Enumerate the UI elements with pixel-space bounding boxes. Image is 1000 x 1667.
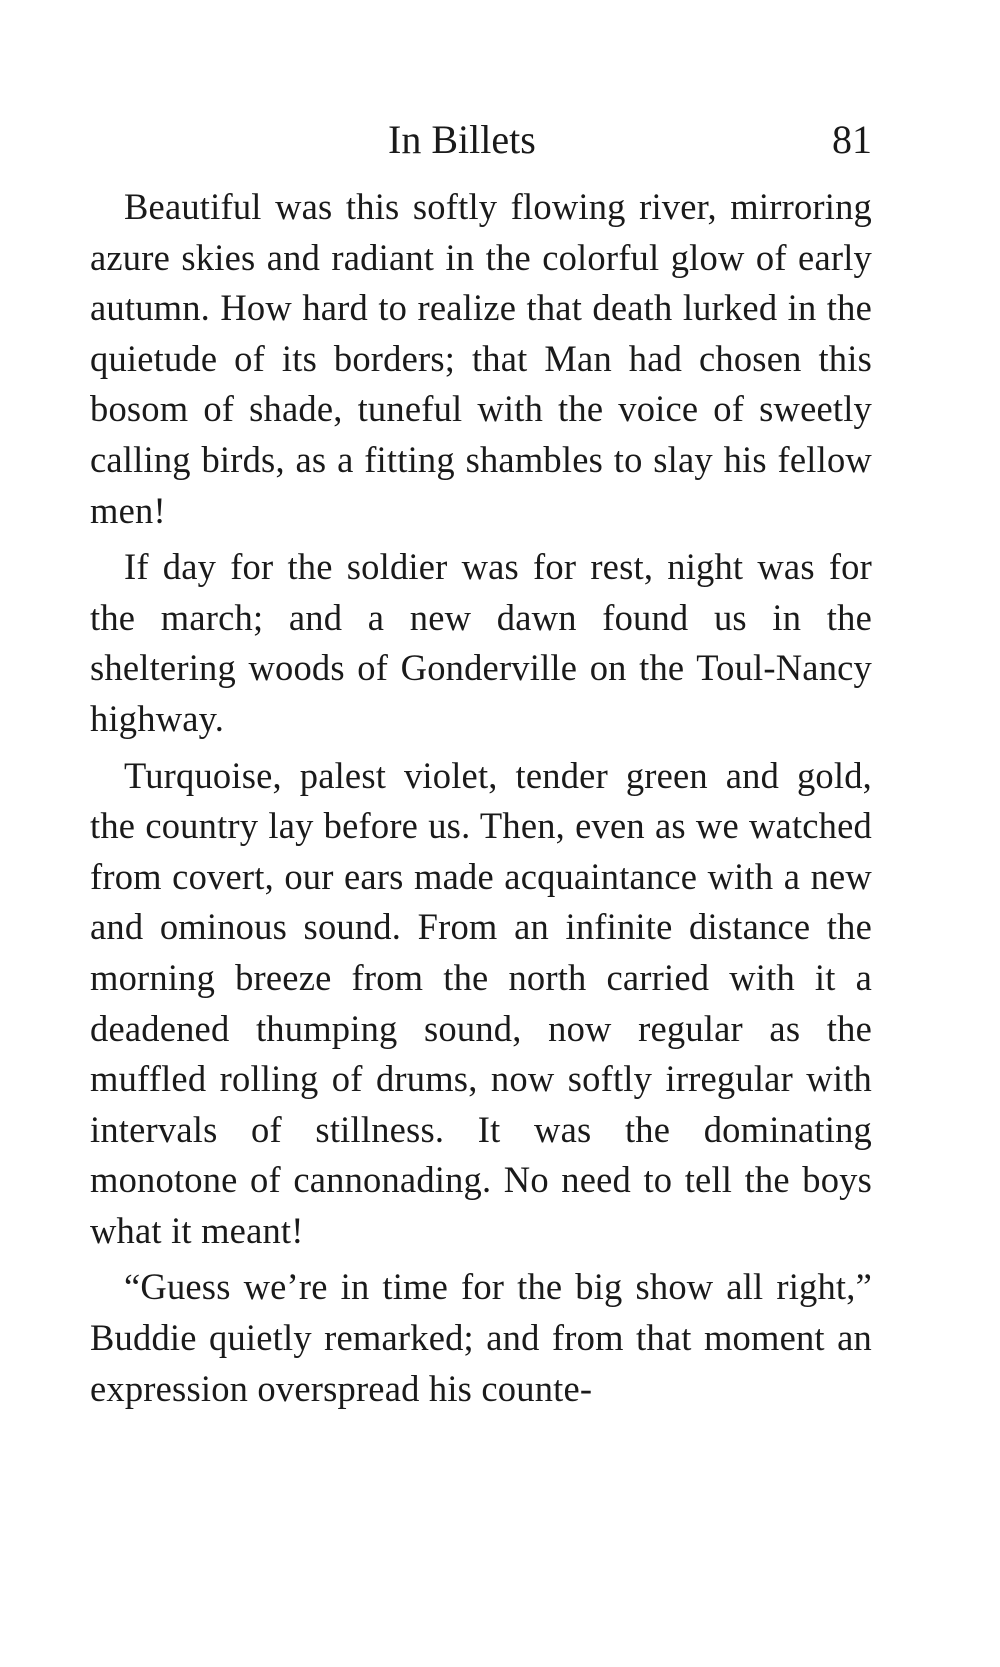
paragraph-buddie: “Guess we’re in time for the big show all right,” Buddie quietly remarked; and from that moment an expression overspread his counte- <box>90 1266 872 1409</box>
body-text <box>90 182 872 1414</box>
paragraph-river: Beautiful was this softly flowing river, mirroring azure skies and radiant in the colorful glow of early autumn. How hard to realize that death lurked in the quietude of its borders; that Man had chosen this bosom of shade, tuneful with the voice of sweetly calling birds, as a fitting shambles to slay his fellow men! <box>90 186 872 531</box>
paragraph-march: If day for the soldier was for rest, night was for the march; and a new dawn found us in the sheltering woods of Gonderville on the Toul-Nancy highway. <box>90 546 872 739</box>
book-page <box>90 110 872 1414</box>
page-number: 81 <box>832 117 872 162</box>
running-title: In Billets <box>388 117 536 162</box>
paragraph-cannonading: Turquoise, palest violet, tender green and gold, the country lay before us. Then, even as we watched from covert, our ears made acquaintance with a new and ominous sound. From an infinite distance the morning breeze from the north carried with it a deadened thumping sound, now regular as the muffled rolling of drums, now softly irregular with intervals of stillness. It was the dominating monotone of cannonading. No need to tell the boys what it meant! <box>90 754 872 1251</box>
running-header <box>90 110 872 170</box>
